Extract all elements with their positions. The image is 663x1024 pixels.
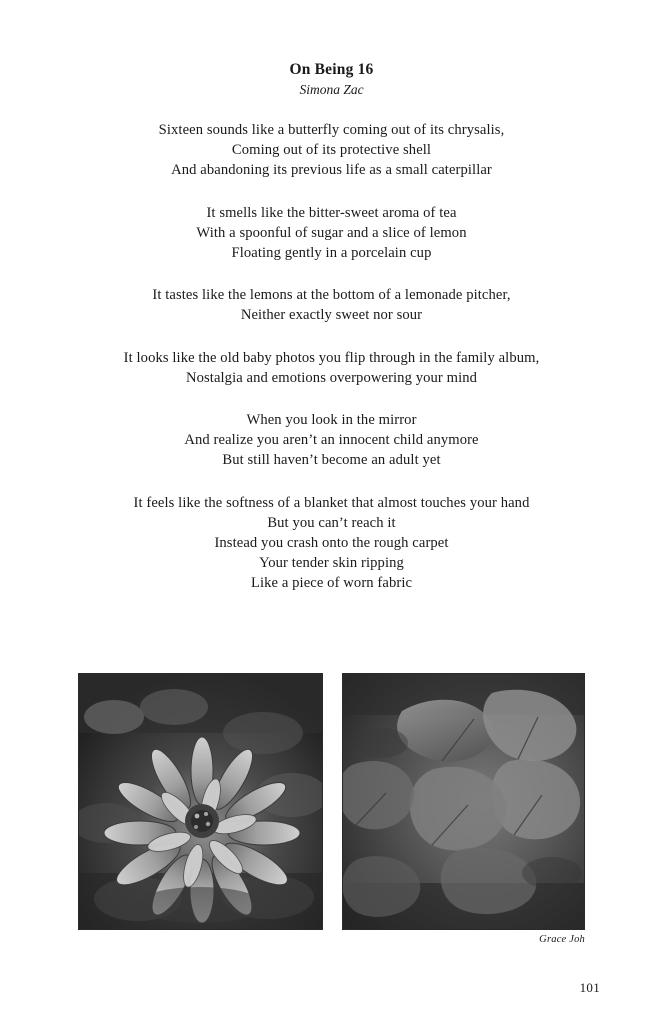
poem-line: It feels like the softness of a blanket that almost touches your hand <box>133 494 530 511</box>
page-title: On Being 16 <box>289 61 374 78</box>
poem-stanza <box>0 410 663 471</box>
poem-line: And abandoning its previous life as a small caterpillar <box>171 162 492 179</box>
poem-stanza <box>0 348 663 388</box>
poem-line: Floating gently in a porcelain cup <box>231 244 432 261</box>
artwork-pair <box>0 673 663 930</box>
poem-line: It smells like the bitter-sweet aroma of tea <box>206 204 457 221</box>
poem-body <box>0 98 663 594</box>
water-lily-blossom-painting <box>78 673 323 930</box>
poem-author: Simona Zac <box>299 82 364 98</box>
poem-stanza <box>0 493 663 594</box>
poem-line: Like a piece of worn fabric <box>250 575 413 592</box>
lily-pads-painting <box>342 673 585 930</box>
poem-line: When you look in the mirror <box>246 411 417 428</box>
poem-line: But you can’t reach it <box>267 514 396 531</box>
poem-line: Neither exactly sweet nor sour <box>240 307 423 324</box>
poem-line: Your tender skin ripping <box>259 555 404 572</box>
page-number: 101 <box>579 980 600 995</box>
poem-line: Coming out of its protective shell <box>231 142 432 159</box>
poem-line: But still haven’t become an adult yet <box>222 452 441 469</box>
poem-stanza <box>0 203 663 264</box>
poem-line: Nostalgia and emotions overpowering your mind <box>185 369 478 386</box>
poem-line: And realize you aren’t an innocent child anymore <box>184 432 479 449</box>
poem-stanza <box>0 120 663 181</box>
poem-line: It tastes like the lemons at the bottom of a lemonade pitcher, <box>152 287 511 304</box>
poem-line: With a spoonful of sugar and a slice of lemon <box>196 224 467 241</box>
poem-line: Sixteen sounds like a butterfly coming out of its chrysalis, <box>158 121 505 138</box>
poem-line: Instead you crash onto the rough carpet <box>214 534 449 551</box>
poem-line: It looks like the old baby photos you flip through in the family album, <box>123 349 540 366</box>
artwork-credit: Grace Joh <box>539 934 585 945</box>
poem-stanza <box>0 285 663 325</box>
